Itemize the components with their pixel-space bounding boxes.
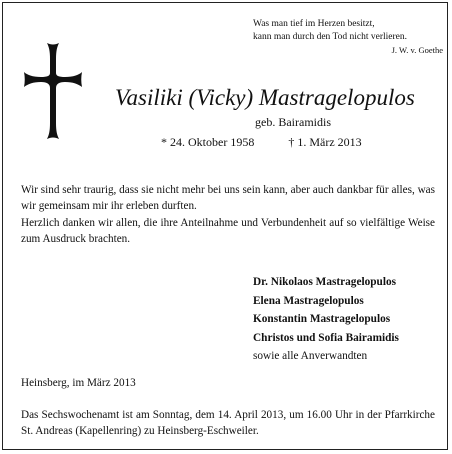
family-others: sowie alle Anverwandten — [253, 350, 368, 363]
paragraph-thanks: Herzlich danken wir allen, die ihre Anteilnahme und Verbundenheit auf so vielfältige Weise zum Ausdruck brachten. — [21, 217, 435, 245]
service-announcement: Das Sechswochenamt ist am Sonntag, dem 14. April 2013, um 16.00 Uhr in der Pfarrkirche St. Andreas (Kapellenring) zu Heinsberg-Eschweiler. — [21, 409, 435, 437]
paragraph-gratitude: Wir sind sehr traurig, dass sie nicht mehr bei uns sein kann, aber auch dankbar für alles, was wir gemeinsam mir ihr erleben durften. — [21, 184, 435, 212]
place-date: Heinsberg, im März 2013 — [21, 377, 136, 389]
deceased-name: Vasiliki (Vicky) Mastragelopulos — [115, 85, 415, 110]
quote-author: J. W. v. Goethe — [391, 45, 443, 55]
family-member: Elena Mastragelopulos — [253, 294, 364, 307]
goethe-quote — [253, 18, 443, 57]
family-member: Christos und Sofia Bairamidis — [253, 331, 399, 344]
birth-date: * 24. Oktober 1958 — [161, 135, 255, 149]
family-member: Konstantin Mastragelopulos — [253, 313, 391, 326]
life-dates — [161, 135, 362, 150]
death-date: † 1. März 2013 — [288, 135, 362, 149]
obituary-notice — [2, 2, 448, 450]
family-signature — [253, 273, 399, 366]
birth-name: geb. Bairamidis — [255, 115, 331, 129]
quote-line-1: Was man tief im Herzen besitzt, — [253, 19, 375, 29]
cross-icon — [23, 41, 83, 141]
quote-line-2: kann man durch den Tod nicht verlieren. — [253, 32, 408, 42]
family-member: Dr. Nikolaos Mastragelopulos — [253, 276, 396, 288]
